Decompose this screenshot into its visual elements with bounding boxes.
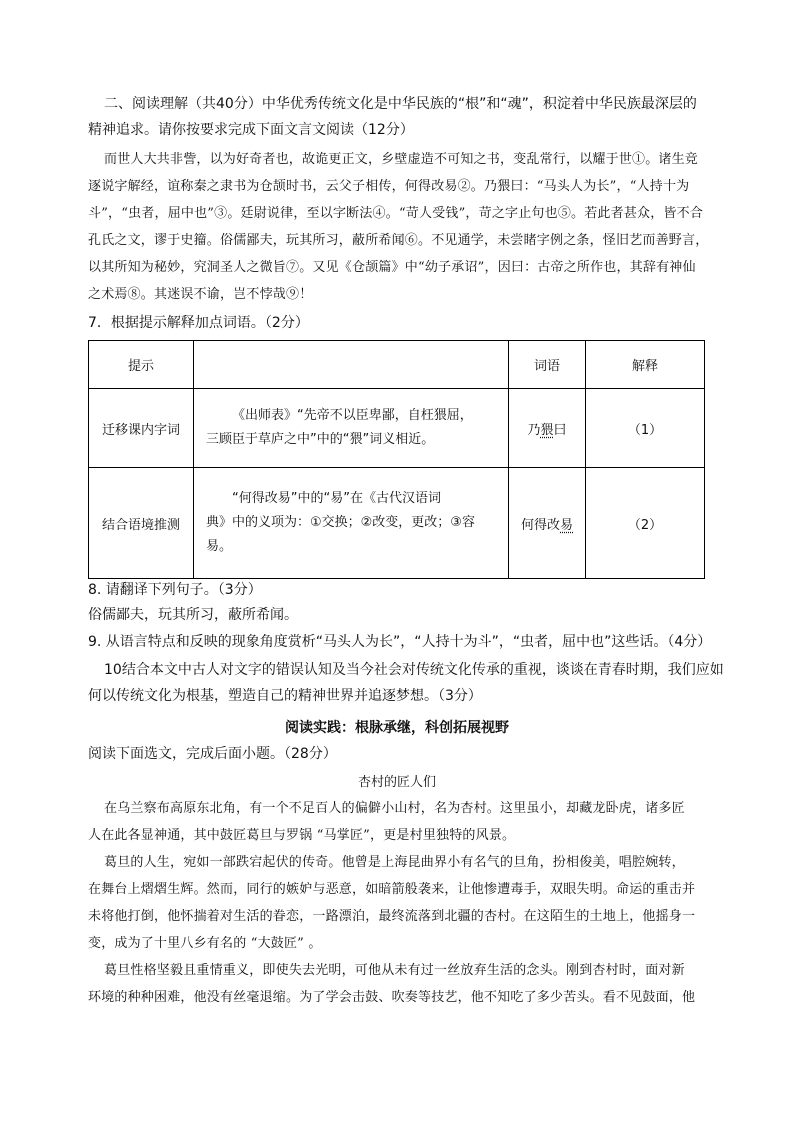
table-row <box>89 468 705 579</box>
row-hint: 结合语境推测 <box>89 468 194 579</box>
classical-text-line: 逐说字解经，谊称秦之隶书为仓颉时书，云父子相传，何得改易②。乃猥曰：“马头人为长”，“人持十为 <box>88 179 690 194</box>
row-answer-blank[interactable]: （2） <box>586 468 705 579</box>
article-line: 人在此各显神通，其中鼓匠葛旦与罗锅 “马掌匠”，更是村里独特的风景。 <box>88 828 516 843</box>
row-desc-line: 典》中的义项为：①交换；②改变，更改；③容 <box>206 515 475 530</box>
word-dotted: 易 <box>560 517 574 533</box>
header-explain: 解释 <box>586 341 705 389</box>
row-word <box>509 468 586 579</box>
header-desc <box>194 341 509 389</box>
q8-title: 8. 请翻译下列句子。（3分） <box>88 582 262 598</box>
row-hint: 迁移课内字词 <box>89 389 194 468</box>
row-desc-line: 三顾臣于草庐之中”中的“猥”词义相近。 <box>206 432 435 447</box>
word-plain: 曰 <box>553 422 567 438</box>
row-desc-line: 易。 <box>206 539 233 554</box>
word-dotted: 猥 <box>540 422 554 438</box>
q7-title: 7．根据提示解释加点词语。（2分） <box>88 315 309 331</box>
classical-text-line: 之术焉⑧。其迷误不谕，岂不悖哉⑨！ <box>88 287 313 302</box>
q10-line1: 10结合本文中古人对文字的错误认知及当今社会对传统文化传承的重视，谈谈在青春时期，我们应如 <box>104 662 724 678</box>
header-hint: 提示 <box>89 341 194 389</box>
row-desc <box>194 468 509 579</box>
row-answer-blank[interactable]: （1） <box>586 389 705 468</box>
q10-line2: 何以传统文化为根基，塑造自己的精神世界并追逐梦想。（3分） <box>88 688 482 704</box>
classical-text-line: 斗”，“虫者，屈中也”③。廷尉说律，至以字断法④。“苛人受钱”，苛之字止句也⑤。若此者甚众，皆不合 <box>88 206 704 221</box>
article-line: 在乌兰察布高原东北角，有一个不足百人的偏僻小山村，名为杏村。这里虽小，却藏龙卧虎，诸多匠 <box>104 801 685 816</box>
article-line: 在舞台上熠熠生辉。然而，同行的嫉妒与恶意，如暗箭般袭来，让他惨遭毒手，双眼失明。命运的重击并 <box>88 882 696 897</box>
classical-text-line: 而世人大共非訾，以为好奇者也，故诡更正文，乡壁虚造不可知之书，变乱常行，以耀于世①。诸生竞 <box>104 152 699 167</box>
q9-text: 9. 从语言特点和反映的现象角度赏析“马头人为长”，“人持十为斗”，“虫者，屈中也”这些话。（4分） <box>88 634 712 650</box>
article-line: 葛旦的人生，宛如一部跌宕起伏的传奇。他曾是上海昆曲界小有名气的旦角，扮相俊美，唱腔婉转， <box>104 855 685 870</box>
q7-table <box>88 340 705 579</box>
row-word <box>509 389 586 468</box>
word-plain: 乃 <box>527 422 541 438</box>
row-desc-line: 《出师表》“先帝不以臣卑鄙，自枉猥屈， <box>232 408 473 423</box>
row-desc-line: “何得改易”中的“易”在《古代汉语词 <box>232 491 441 506</box>
article-line: 环境的种种困难，他没有丝毫退缩。为了学会击鼓、吹奏等技艺，他不知吃了多少苦头。看不见鼓面，他 <box>88 990 696 1005</box>
classical-text-line: 孔氏之文，谬于史籀。俗儒鄙夫，玩其所习，蔽所希闻⑥。不见通学，未尝睹字例之条，怪旧艺而善野言， <box>88 233 709 248</box>
row-desc <box>194 389 509 468</box>
article-line: 未将他打倒，他怀揣着对生活的眷恋，一路漂泊，最终流落到北疆的杏村。在这陌生的土地上，他摇身一 <box>88 909 696 924</box>
article-line: 变，成为了十里八乡有名的 “大鼓匠” 。 <box>88 936 322 951</box>
word-plain: 何得改 <box>520 517 560 533</box>
article-title: 杏村的匠人们 <box>357 775 436 790</box>
article-line: 葛旦性格坚毅且重情重义，即使失去光明，可他从未有过一丝放弃生活的念头。刚到杏村时，面对新 <box>104 963 685 978</box>
header-word: 词语 <box>509 341 586 389</box>
section2-title-line2: 精神追求。请你按要求完成下面文言文阅读（12分） <box>88 122 414 138</box>
practice-heading: 阅读实践：根脉承继，科创拓展视野 <box>285 720 509 736</box>
practice-instruction: 阅读下面选文，完成后面小题。（28分） <box>88 746 337 762</box>
table-header-row <box>89 341 705 389</box>
table-row <box>89 389 705 468</box>
classical-text-line: 以其所知为秘妙，究洞圣人之微旨⑦。又见《仓颉篇》中“幼子承诏”，因曰：古帝之所作也，其辞有神仙 <box>88 260 696 275</box>
q8-sentence: 俗儒鄙夫，玩其所习，蔽所希闻。 <box>88 607 298 623</box>
section2-title-line1: 二、阅读理解（共40分）中华优秀传统文化是中华民族的“根”和“魂”，积淀着中华民族最深层的 <box>104 96 697 112</box>
